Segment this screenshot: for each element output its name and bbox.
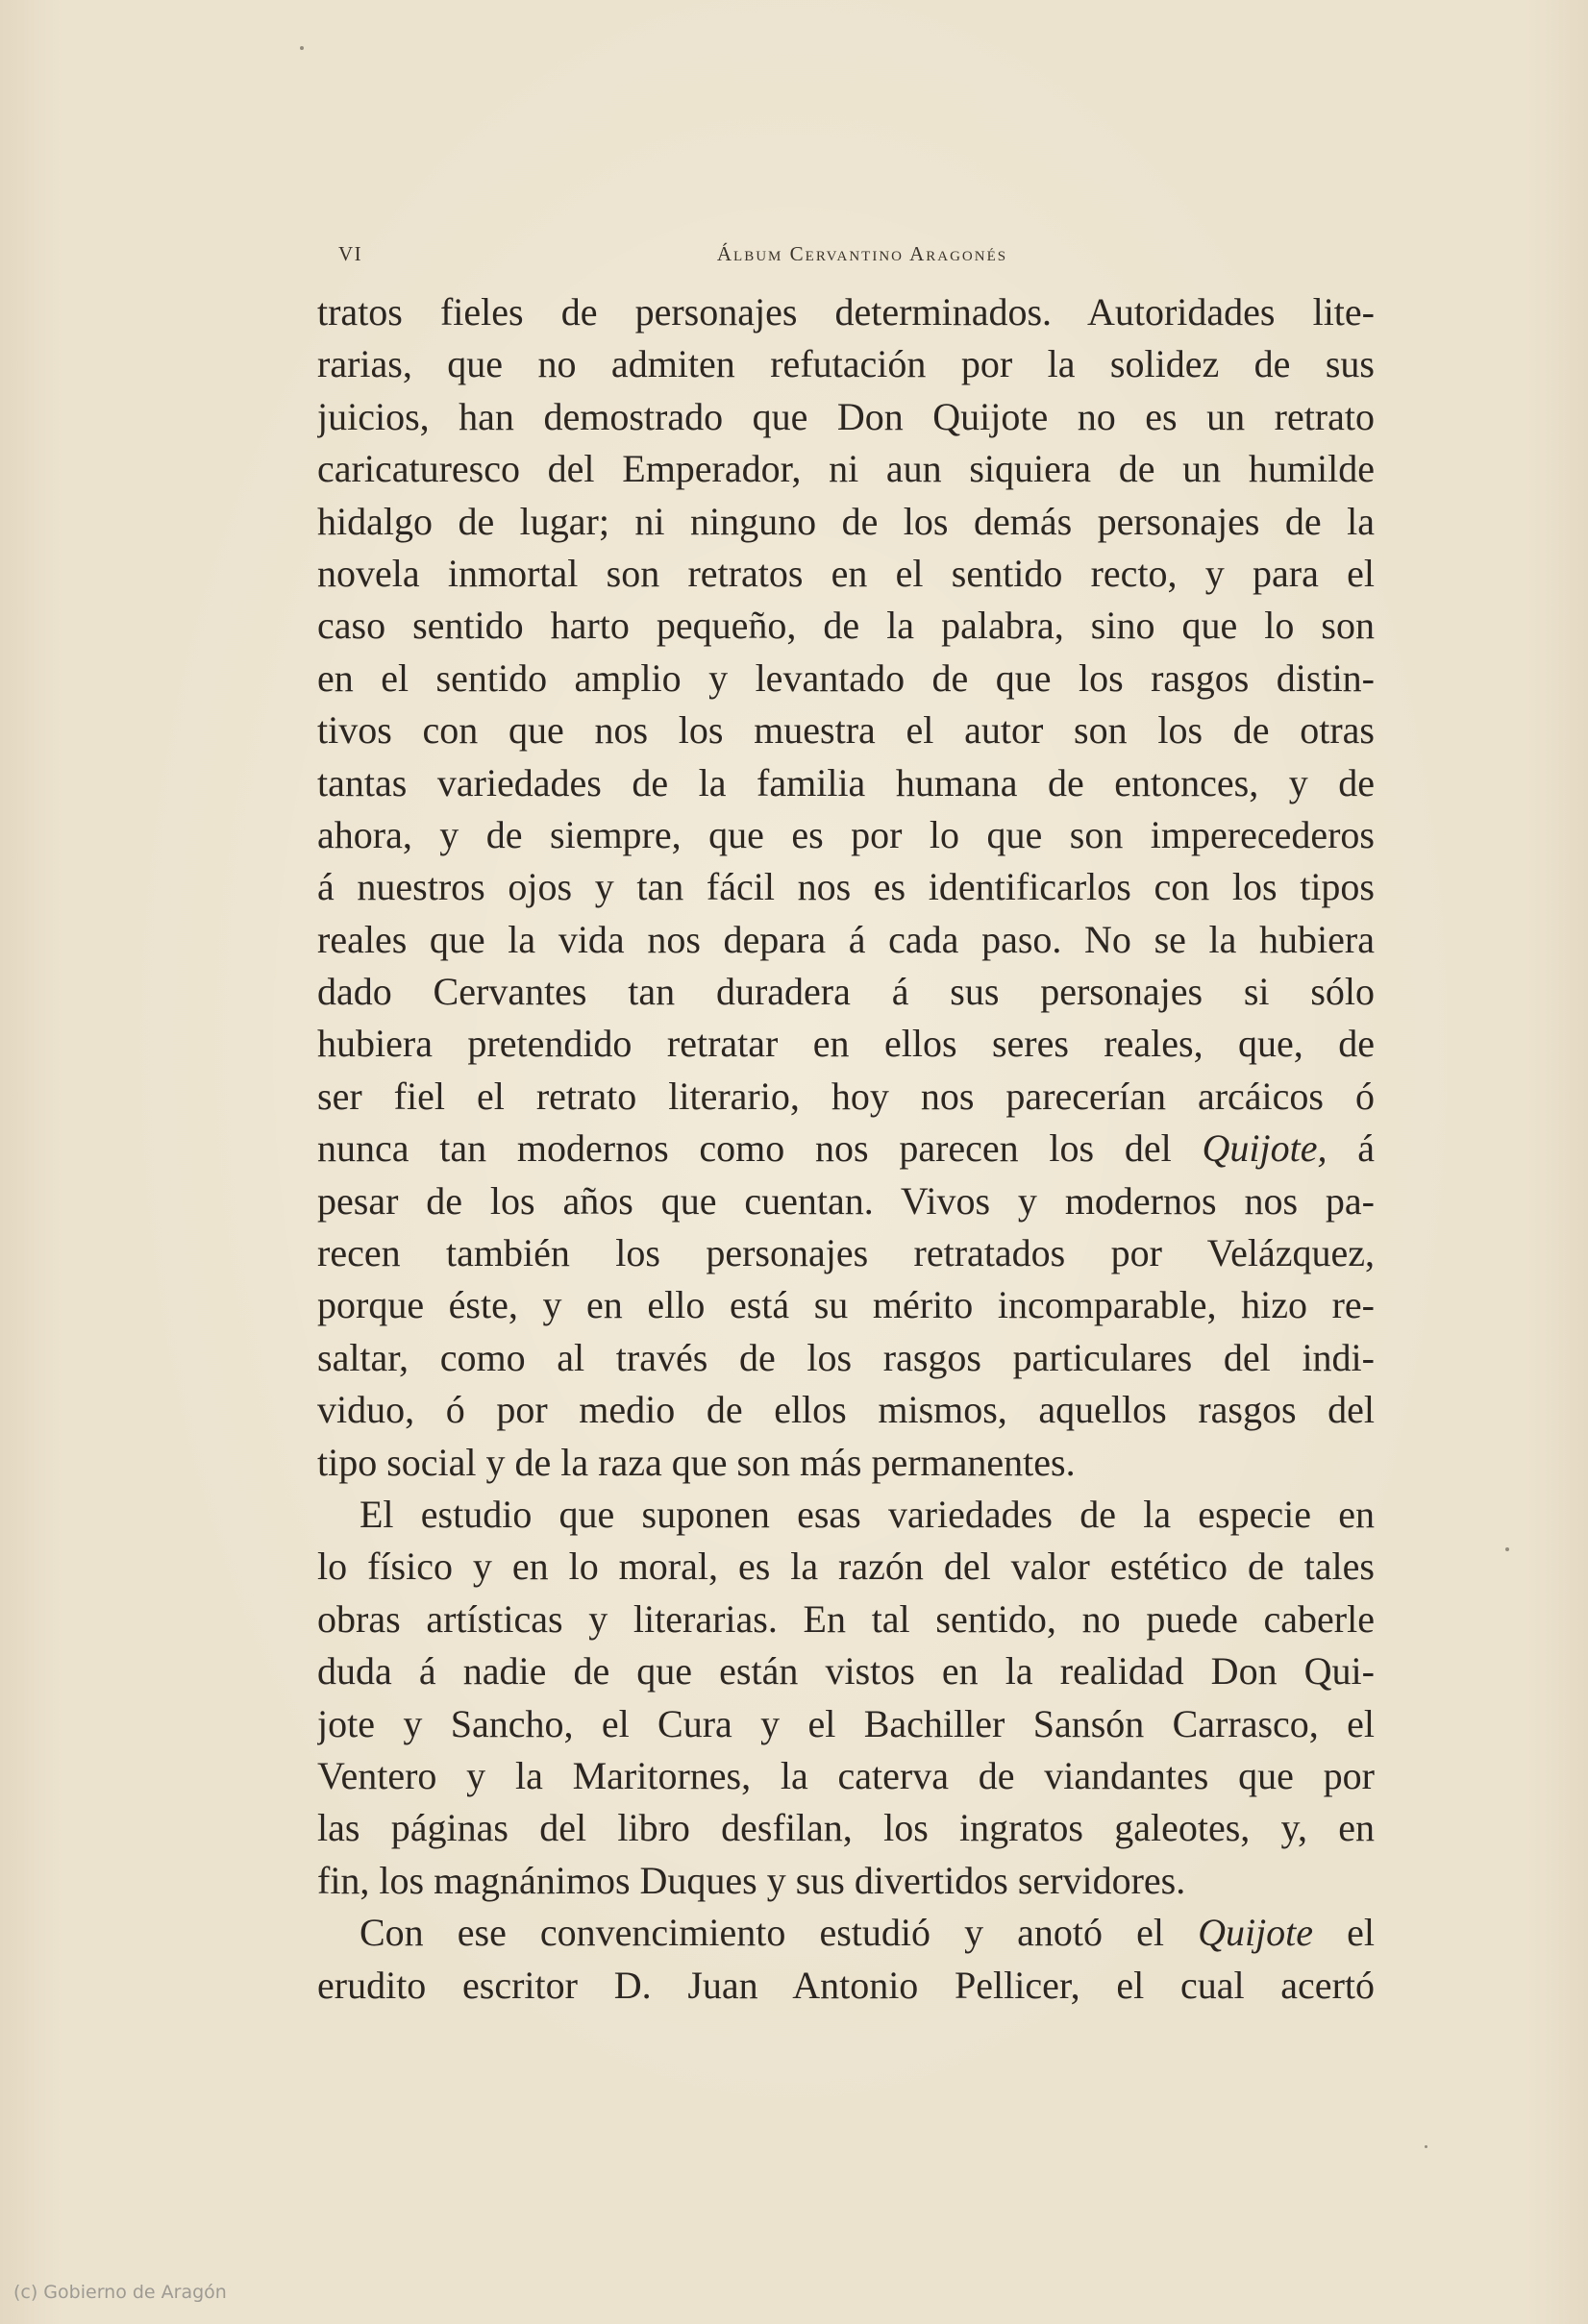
paper-speck xyxy=(1425,2145,1427,2148)
text-line xyxy=(317,1960,1375,2012)
text-line-run: juicios, han demostrado que Don Quijote no es un retrato xyxy=(317,394,1375,438)
text-line xyxy=(317,1175,1375,1227)
text-line xyxy=(317,1018,1375,1070)
text-line-run: caso sentido harto pequeño, de la palabra, sino que lo son xyxy=(317,604,1375,648)
text-line xyxy=(317,548,1375,600)
text-line xyxy=(317,391,1375,443)
text-line xyxy=(317,1227,1375,1279)
copyright-watermark: (c) Gobierno de Aragón xyxy=(13,2282,227,2303)
running-head xyxy=(338,242,1386,273)
text-line-run: novela inmortal son retratos en el sentido recto, y para el xyxy=(317,551,1375,595)
text-line xyxy=(317,1437,1375,1489)
text-line xyxy=(317,705,1375,756)
text-line-run: fin, los magnánimos Duques y sus divertidos servidores. xyxy=(317,1858,1186,1902)
text-line-run: El estudio que suponen esas variedades de la especie en xyxy=(360,1492,1375,1536)
text-line xyxy=(317,1802,1375,1854)
text-line xyxy=(317,1332,1375,1384)
text-line-run: nunca tan modernos como nos parecen los del xyxy=(317,1126,1203,1171)
text-line xyxy=(317,1384,1375,1436)
text-line-run: ahora, y de siempre, que es por lo que son imperecederos xyxy=(317,812,1375,856)
book-title-header: Álbum Cervantino Aragonés xyxy=(716,242,1008,265)
text-line xyxy=(317,1071,1375,1123)
text-line-run: en el sentido amplio y levantado de que los rasgos distin- xyxy=(317,655,1375,700)
text-line-run: Con ese convencimiento estudió y anotó el xyxy=(360,1911,1199,1955)
text-line xyxy=(317,1541,1375,1593)
text-line xyxy=(317,1907,1375,1959)
text-line-run: erudito escritor D. Juan Antonio Pellicer, el cual acertó xyxy=(317,1963,1375,2007)
text-line xyxy=(317,757,1375,809)
body-text xyxy=(317,286,1375,2012)
text-line xyxy=(317,1489,1375,1541)
text-line xyxy=(317,1855,1375,1907)
text-line-run: pesar de los años que cuentan. Vivos y modernos nos pa- xyxy=(317,1178,1375,1223)
paper-speck xyxy=(1505,1547,1509,1551)
text-line xyxy=(317,809,1375,861)
text-line-run: rarias, que no admiten refutación por la solidez de sus xyxy=(317,342,1375,386)
text-line-run: tantas variedades de la familia humana de entonces, y de xyxy=(317,760,1375,804)
text-line-run: dado Cervantes tan duradera á sus personajes si sólo xyxy=(317,970,1375,1014)
text-line-run: caricaturesco del Emperador, ni aun siquiera de un humilde xyxy=(317,447,1375,491)
text-line xyxy=(317,443,1375,495)
text-line xyxy=(317,861,1375,913)
work-title-italic: Quijote, xyxy=(1202,1126,1327,1171)
text-line-run: las páginas del libro desfilan, los ingratos galeotes, y, en xyxy=(317,1806,1375,1850)
text-line-run: porque éste, y en ello está su mérito incomparable, hizo re- xyxy=(317,1283,1375,1327)
text-line xyxy=(317,496,1375,548)
text-line-run: tivos con que nos los muestra el autor son los de otras xyxy=(317,708,1375,753)
text-line xyxy=(317,338,1375,390)
text-line-run: saltar, como al través de los rasgos particulares del indi- xyxy=(317,1335,1375,1379)
text-line-run: duda á nadie de que están vistos en la realidad Don Qui- xyxy=(317,1649,1375,1694)
work-title-italic: Quijote xyxy=(1198,1911,1314,1955)
text-line xyxy=(317,1750,1375,1802)
text-line-run: tratos fieles de personajes determinados. Autoridades lite- xyxy=(317,290,1375,334)
text-line-run: lo físico y en lo moral, es la razón del valor estético de tales xyxy=(317,1545,1375,1589)
paper-speck xyxy=(300,46,304,50)
text-line-run: el xyxy=(1313,1911,1375,1955)
text-line-run: recen también los personajes retratados por Velázquez, xyxy=(317,1231,1375,1275)
text-line xyxy=(317,600,1375,652)
text-line xyxy=(317,653,1375,705)
text-line-run: tipo social y de la raza que son más permanentes. xyxy=(317,1440,1076,1484)
text-line-run: á nuestros ojos y tan fácil nos es identificarlos con los tipos xyxy=(317,865,1375,909)
text-line-run: obras artísticas y literarias. En tal sentido, no puede caberle xyxy=(317,1596,1375,1641)
text-line-run: reales que la vida nos depara á cada paso. No se la hubiera xyxy=(317,917,1375,961)
text-line-run: jote y Sancho, el Cura y el Bachiller Sansón Carrasco, el xyxy=(317,1701,1375,1745)
text-line-run: á xyxy=(1327,1126,1375,1171)
text-line-run: Ventero y la Maritornes, la caterva de viandantes que por xyxy=(317,1753,1375,1797)
text-line xyxy=(317,1123,1375,1174)
text-line xyxy=(317,966,1375,1018)
text-line xyxy=(317,1279,1375,1331)
text-line xyxy=(317,1594,1375,1645)
text-line-run: hubiera pretendido retratar en ellos seres reales, que, de xyxy=(317,1022,1375,1066)
page-folio: VI xyxy=(338,242,363,265)
text-line-run: viduo, ó por medio de ellos mismos, aquellos rasgos del xyxy=(317,1388,1375,1432)
text-line xyxy=(317,1698,1375,1750)
text-line xyxy=(317,1645,1375,1697)
text-line xyxy=(317,914,1375,966)
text-line-run: hidalgo de lugar; ni ninguno de los demás personajes de la xyxy=(317,499,1375,543)
text-line-run: ser fiel el retrato literario, hoy nos parecerían arcáicos ó xyxy=(317,1074,1375,1118)
text-line xyxy=(317,286,1375,338)
